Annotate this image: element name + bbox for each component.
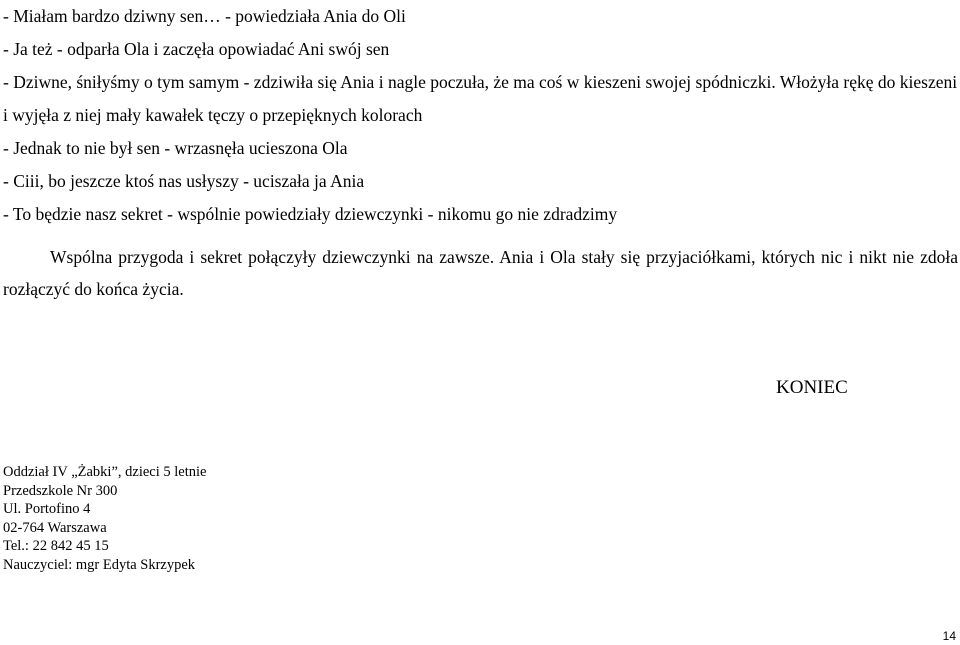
story-dialogue [3, 0, 958, 231]
story-ending: KONIEC [776, 377, 848, 398]
contact-street: Ul. Portofino 4 [3, 501, 91, 518]
page-number: 14 [942, 629, 956, 643]
dialogue-line: - Ja też - odparła Ola i zaczęła opowiadać Ani swój sen [3, 39, 390, 59]
story-summary: Wspólna przygoda i sekret połączyły dziewczynki na zawsze. Ania i Ola stały się przyjaciółkami, których nic i nikt nie zdoła rozłączyć do końca życia. [3, 247, 958, 299]
contact-phone: Tel.: 22 842 45 15 [3, 538, 109, 555]
dialogue-line: - Jednak to nie był sen - wrzasnęła ucieszona Ola [3, 138, 348, 158]
contact-block [3, 463, 206, 575]
contact-postal: 02-764 Warszawa [3, 519, 107, 536]
contact-teacher: Nauczyciel: mgr Edyta Skrzypek [3, 556, 196, 573]
dialogue-line: - Dziwne, śniłyśmy o tym samym - zdziwiła się Ania i nagle poczuła, że ma coś w kieszeni swojej spódniczki. Włożyła rękę do kieszeni i wyjęła z niej mały kawałek tęczy o przepięknych kolorach [3, 72, 958, 125]
dialogue-line: - Ciii, bo jeszcze ktoś nas usłyszy - uciszała ja Ania [3, 171, 365, 191]
contact-class: Oddział IV „Żabki”, dzieci 5 letnie [3, 464, 207, 480]
contact-school: Przedszkole Nr 300 [3, 482, 118, 499]
dialogue-line: - Miałam bardzo dziwny sen… - powiedziała Ania do Oli [3, 6, 406, 26]
dialogue-line: - To będzie nasz sekret - wspólnie powiedziały dziewczynki - nikomu go nie zdradzimy [3, 204, 618, 224]
